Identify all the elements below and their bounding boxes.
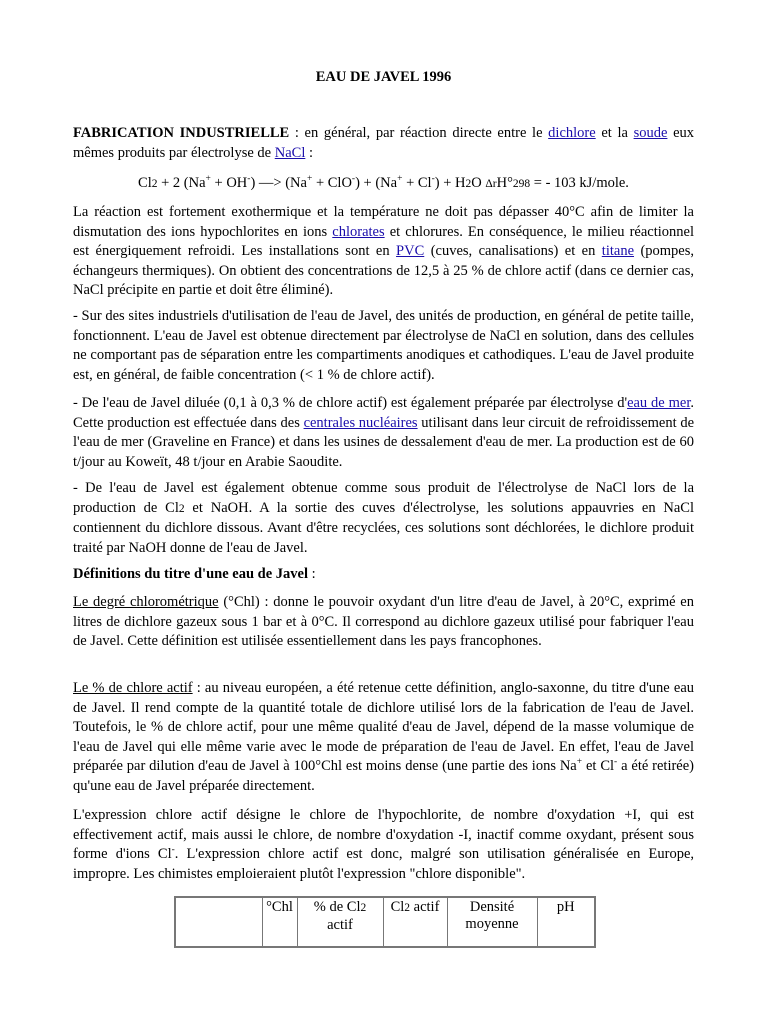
text-run: . L'expression chlore actif est donc, malgré son utilisation généralisée en Europe, impropre. Les chimistes emploieraient plutôt l'expression "chlore disponible". [73,846,695,882]
reaction-equation [73,173,694,194]
text-run: et NaOH. A la sortie des cuves d'électrolyse, les solutions appauvries en NaCl contiennent du dichlore dissous. Avant d'être recyclées, ces solutions sont déchlorées, le dichlore produit traité par NaOH donne de l'eau de Javel. [73,499,694,556]
text-run: et chlorures. En conséquence, le milieu réactionnel est énergiquement refroidi. Les installations sont en [73,223,694,260]
header-text: % de Cl [313,899,361,915]
text-run: . Cette production est effectuée dans des [73,395,694,431]
table-header-cell: pH [537,897,595,947]
sea-water-paragraph [73,394,694,472]
text-run: : [307,566,316,582]
link-eau-de-mer[interactable]: eau de mer [627,395,691,411]
eq-part: + OH [210,175,248,191]
industrial-sites-paragraph: - Sur des sites industriels d'utilisation de l'eau de Javel, des unités de production, en général de petite taille, fonctionnent. L'eau de Javel est obtenue directement par électrolyse de NaCl en solution, dans des cellules ne comportant pas de séparation entre les compartiments anodiques et cathodiques. L'eau de Javel produite est, en général, de faible concentration (< 1 % de chlore actif). [73,308,694,383]
eq-part: + Cl [402,175,432,191]
eq-part: H° [496,175,513,191]
eq-part: + 2 (Na [157,175,206,191]
fabrication-paragraph [73,124,694,163]
term-degre-chlorometrique: Le degré chlorométrique [73,594,219,610]
eq-part: = - 103 kJ/mole. [530,175,629,191]
link-pvc[interactable]: PVC [396,243,425,260]
text-run: - De l'eau de Javel diluée (0,1 à 0,3 % de chlore actif) est également préparée par électrolyse d' [73,395,628,411]
eq-part: O [471,175,486,191]
text-run: (pompes, échangeurs thermiques). On obtient des concentrations de 12,5 à 25 % de chlore actif (dans ce dernier cas, NaCl précipite en partie et doit être éliminé). [73,243,695,299]
header-text: actif [327,917,353,933]
eq-superscript: - [431,174,435,184]
text-run: a été retirée) qu'une eau de Javel préparée directement. [73,758,695,794]
eq-part: ) + H [434,175,466,191]
byproduct-paragraph [73,479,694,558]
table-header-cell: °Chl [262,897,297,947]
term-chlore-actif: Le % de chlore actif [73,680,193,696]
eq-subscript: r [492,178,497,190]
text-run: : en général, par réaction directe entre le [289,125,549,141]
eq-part: Cl [138,175,152,191]
text-run: et Cl [582,758,615,775]
text-run: - De l'eau de Javel est également obtenue comme sous produit de l'électrolyse de NaCl lors de la production de Cl [73,480,694,516]
link-titane[interactable]: titane [601,243,635,260]
eq-part: ) —> (Na [250,175,307,191]
reaction-paragraph [73,203,694,301]
subscript: 2 [178,502,185,515]
superscript: - [171,845,175,856]
titre-table [174,896,596,948]
subscript: 2 [360,902,367,914]
text-run: La réaction est fortement exothermique et la température ne doit pas dépasser 40°C afin de limiter la dismutation des ions hypochlorites en ions [73,204,694,240]
header-text: Cl [390,899,405,915]
table-header-cell [297,897,383,947]
eq-superscript: + [205,174,211,184]
text-run: : [305,144,313,161]
table-header-row [175,897,595,947]
link-soude[interactable]: soude [633,125,668,141]
eq-superscript: - [351,174,356,184]
eq-delta: Δ [485,178,493,190]
eq-subscript: 298 [512,178,531,190]
fabrication-heading: FABRICATION INDUSTRIELLE [73,125,290,141]
degre-chlorometrique-paragraph [73,593,694,652]
eq-superscript: - [247,174,251,184]
page-title: EAU DE JAVEL 1996 [315,69,452,85]
eq-subscript: 2 [151,178,158,190]
link-chlorates[interactable]: chlorates [332,223,385,240]
link-dichlore[interactable]: dichlore [548,125,596,141]
text-run: eux mêmes produits par électrolyse de [73,125,695,161]
eq-superscript: + [306,174,313,184]
eq-superscript: + [397,174,403,184]
chlore-actif-paragraph [73,679,694,797]
superscript: - [614,757,618,768]
table-header-cell: Densité moyenne [447,897,537,947]
table-header-cell [175,897,262,947]
definitions-heading-line [73,565,694,585]
eq-part: + ClO [312,175,352,191]
link-centrales-nucleaires[interactable]: centrales nucléaires [303,414,418,431]
text-run: utilisant dans leur circuit de refroidissement de l'eau de mer (Graveline en France) et dans les usines de dessalement d'eau de mer. La production est de 60 t/jour au Koweït, 48 t/jour en Arabie Saoudite. [73,414,694,470]
text-run: L'expression chlore actif désigne le chlore de l'hypochlorite, de nombre d'oxydation +I, qui est effectivement actif, mais aussi le chlore, de nombre d'oxydation -I, inactif comme oxydant, présent sous forme d'ions Cl [73,807,694,863]
subscript: 2 [404,902,411,914]
text-run: (cuves, canalisations) et en [424,243,602,260]
definitions-heading: Définitions du titre d'une eau de Javel [73,566,308,582]
eq-subscript: 2 [465,178,472,190]
superscript: + [576,757,583,768]
expression-paragraph [73,806,694,884]
header-text: actif [410,899,440,915]
table-header-cell [383,897,447,947]
eq-part: ) + (Na [355,175,398,191]
link-nacl[interactable]: NaCl [274,144,306,161]
text-run: (°Chl) : donne le pouvoir oxydant d'un litre d'eau de Javel, à 20°C, exprimé en litres de dichlore gazeux sous 1 bar et à 0°C. Il correspond au dichlore gazeux utilisé pour fabriquer l'eau de Javel. Cette définition est utilisée essentiellement dans les pays francophones. [73,594,694,650]
text-run: : au niveau européen, a été retenue cette définition, anglo-saxonne, du titre d'une eau de Javel. Il rend compte de la quantité totale de dichlore utilisé lors de la fabrication de l'eau de Javel. Toutefois, le % de chlore actif, pour une même qualité d'eau de Javel, dépend de la masse volumique de l'eau de Javel qui elle même varie avec le mode de préparation de l'eau de Javel. En effet, l'eau de Javel préparée par dilution d'eau de Javel à 100°Chl est moins dense (une partie des ions Na [73,680,695,775]
text-run: et la [595,125,634,141]
